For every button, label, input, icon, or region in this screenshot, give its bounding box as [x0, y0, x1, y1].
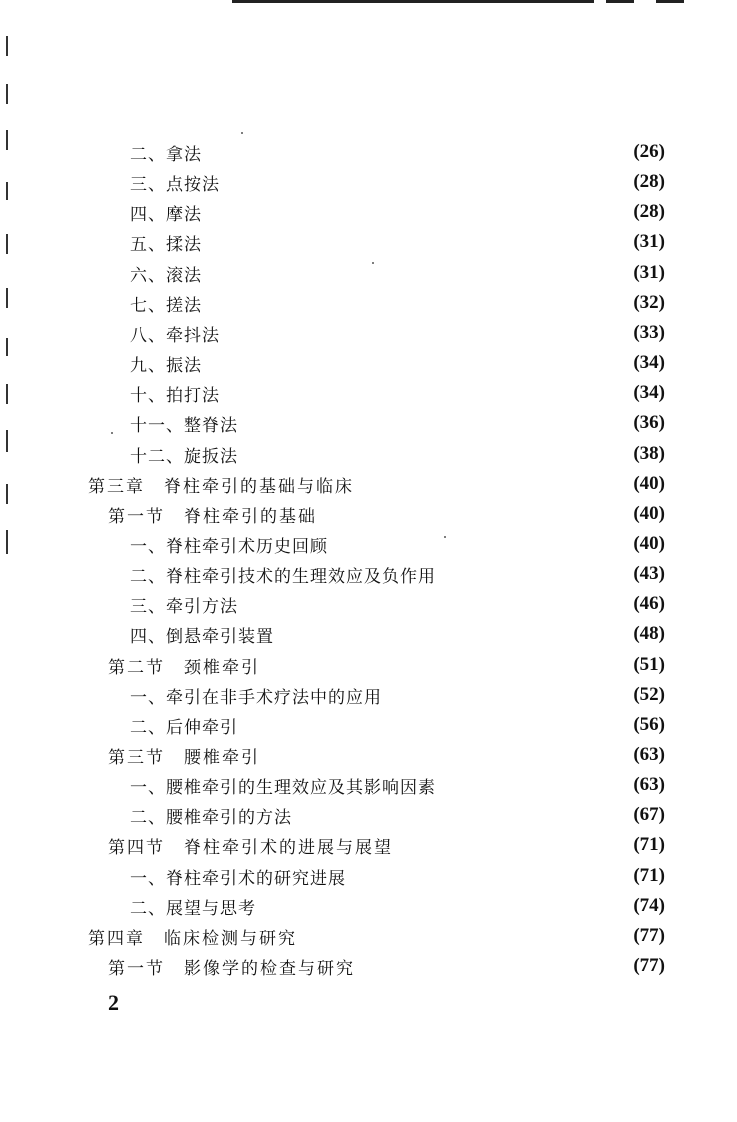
toc-entry-title: 二、脊柱牵引技术的生理效应及负作用	[130, 566, 436, 587]
binding-edge-mark	[6, 234, 8, 254]
binding-edge-mark	[6, 530, 8, 554]
toc-dot-leader	[226, 378, 627, 408]
toc-item-entry	[130, 197, 665, 227]
toc-dot-leader	[360, 469, 627, 499]
binding-edge-mark	[6, 338, 8, 356]
toc-page-number: (43)	[633, 563, 665, 584]
toc-item-entry	[130, 439, 665, 469]
toc-dot-leader	[280, 619, 627, 649]
toc-dot-leader	[208, 348, 627, 378]
toc-page-number: (71)	[633, 834, 665, 855]
binding-edge-mark	[6, 288, 8, 308]
toc-dot-leader	[244, 408, 627, 438]
toc-entry-title: 第二节 颈椎牵引	[108, 657, 260, 678]
header-rule-segment	[656, 0, 684, 3]
toc-chapter-entry	[88, 469, 665, 499]
toc-entry-title: 六、滚法	[130, 265, 202, 286]
toc-dot-leader	[352, 861, 627, 891]
toc-entry-title: 四、倒悬牵引装置	[130, 626, 274, 647]
toc-dot-leader	[208, 197, 627, 227]
toc-page-number: (40)	[633, 473, 665, 494]
toc-dot-leader	[399, 830, 627, 860]
toc-dot-leader	[208, 227, 627, 257]
toc-dot-leader	[244, 589, 627, 619]
toc-item-entry	[130, 559, 665, 589]
toc-entry-title: 第三章 脊柱牵引的基础与临床	[88, 476, 354, 497]
toc-entry-title: 二、展望与思考	[130, 898, 256, 919]
toc-page-number: (77)	[633, 925, 665, 946]
toc-entry-title: 一、腰椎牵引的生理效应及其影响因素	[130, 777, 436, 798]
toc-entry-title: 一、牵引在非手术疗法中的应用	[130, 687, 382, 708]
toc-dot-leader	[244, 710, 627, 740]
toc-dot-leader	[303, 921, 627, 951]
binding-edge-mark	[6, 130, 8, 150]
toc-entry-title: 第一节 影像学的检查与研究	[108, 958, 355, 979]
toc-page-number: (28)	[633, 171, 665, 192]
toc-dot-leader	[208, 137, 627, 167]
toc-section-entry	[108, 499, 665, 529]
toc-dot-leader	[334, 529, 627, 559]
toc-dot-leader	[442, 770, 627, 800]
toc-entry-title: 第四章 临床检测与研究	[88, 928, 297, 949]
binding-edge-mark	[6, 84, 8, 104]
print-speck	[111, 432, 113, 434]
toc-entry-title: 十、拍打法	[130, 385, 220, 406]
toc-entry-title: 九、振法	[130, 355, 202, 376]
toc-item-entry	[130, 770, 665, 800]
toc-page-number: (31)	[633, 231, 665, 252]
toc-page-number: (28)	[633, 201, 665, 222]
toc-item-entry	[130, 800, 665, 830]
toc-dot-leader	[442, 559, 627, 589]
toc-item-entry	[130, 258, 665, 288]
toc-page-number: (34)	[633, 382, 665, 403]
toc-page-number: (38)	[633, 443, 665, 464]
toc-item-entry	[130, 891, 665, 921]
toc-item-entry	[130, 137, 665, 167]
toc-dot-leader	[226, 318, 627, 348]
toc-entry-title: 第一节 脊柱牵引的基础	[108, 506, 317, 527]
toc-entry-title: 四、摩法	[130, 204, 202, 225]
toc-entry-title: 二、拿法	[130, 144, 202, 165]
toc-item-entry	[130, 589, 665, 619]
binding-edge-mark	[6, 384, 8, 404]
binding-edge-mark	[6, 182, 8, 200]
binding-edge-mark	[6, 430, 8, 452]
toc-section-entry	[108, 951, 665, 981]
toc-item-entry	[130, 348, 665, 378]
toc-item-entry	[130, 619, 665, 649]
binding-edge-mark	[6, 484, 8, 504]
toc-chapter-entry	[88, 921, 665, 951]
toc-page-number: (63)	[633, 774, 665, 795]
toc-entry-title: 三、牵引方法	[130, 596, 238, 617]
toc-page-number: (31)	[633, 262, 665, 283]
toc-dot-leader	[226, 167, 627, 197]
toc-page-number: (71)	[633, 865, 665, 886]
toc-page-number: (40)	[633, 503, 665, 524]
toc-dot-leader	[323, 499, 627, 529]
toc-entry-title: 十二、旋扳法	[130, 446, 238, 467]
toc-section-entry	[108, 650, 665, 680]
toc-item-entry	[130, 318, 665, 348]
toc-item-entry	[130, 288, 665, 318]
toc-section-entry	[108, 830, 665, 860]
toc-entry-title: 十一、整脊法	[130, 415, 238, 436]
toc-dot-leader	[208, 258, 627, 288]
toc-page-number: (26)	[633, 141, 665, 162]
toc-item-entry	[130, 408, 665, 438]
header-rule	[232, 0, 594, 3]
toc-dot-leader	[361, 951, 627, 981]
header-rule-segment	[606, 0, 634, 3]
toc-page-number: (77)	[633, 955, 665, 976]
toc-item-entry	[130, 378, 665, 408]
toc-entry-title: 第三节 腰椎牵引	[108, 747, 260, 768]
toc-entry-title: 二、腰椎牵引的方法	[130, 807, 292, 828]
toc-page-number: (40)	[633, 533, 665, 554]
toc-page-number: (56)	[633, 714, 665, 735]
toc-page-number: (52)	[633, 684, 665, 705]
toc-entry-title: 七、搓法	[130, 295, 202, 316]
toc-page-number: (34)	[633, 352, 665, 373]
toc-entry-title: 八、牵抖法	[130, 325, 220, 346]
toc-item-entry	[130, 529, 665, 559]
toc-dot-leader	[262, 891, 627, 921]
toc-item-entry	[130, 861, 665, 891]
toc-entry-title: 三、点按法	[130, 174, 220, 195]
toc-dot-leader	[208, 288, 627, 318]
toc-item-entry	[130, 227, 665, 257]
toc-page-number: (67)	[633, 804, 665, 825]
toc-page-number: (33)	[633, 322, 665, 343]
toc-page-number: (46)	[633, 593, 665, 614]
toc-page-number: (74)	[633, 895, 665, 916]
page-number: 2	[108, 990, 119, 1015]
toc-item-entry	[130, 680, 665, 710]
toc-dot-leader	[298, 800, 627, 830]
print-speck	[241, 132, 243, 134]
toc-page-number: (36)	[633, 412, 665, 433]
toc-entry-title: 五、揉法	[130, 234, 202, 255]
toc-dot-leader	[266, 650, 627, 680]
toc-page-number: (32)	[633, 292, 665, 313]
binding-edge-mark	[6, 36, 8, 56]
toc-section-entry	[108, 740, 665, 770]
toc-entry-title: 第四节 脊柱牵引术的进展与展望	[108, 837, 393, 858]
toc-dot-leader	[388, 680, 627, 710]
toc-page-number: (63)	[633, 744, 665, 765]
toc-dot-leader	[266, 740, 627, 770]
toc-entry-title: 一、脊柱牵引术的研究进展	[130, 868, 346, 889]
toc-entry-title: 二、后伸牵引	[130, 717, 238, 738]
toc-page-number: (48)	[633, 623, 665, 644]
toc-item-entry	[130, 167, 665, 197]
toc-entry-title: 一、脊柱牵引术历史回顾	[130, 536, 328, 557]
toc-page-number: (51)	[633, 654, 665, 675]
toc-dot-leader	[244, 439, 627, 469]
toc-item-entry	[130, 710, 665, 740]
